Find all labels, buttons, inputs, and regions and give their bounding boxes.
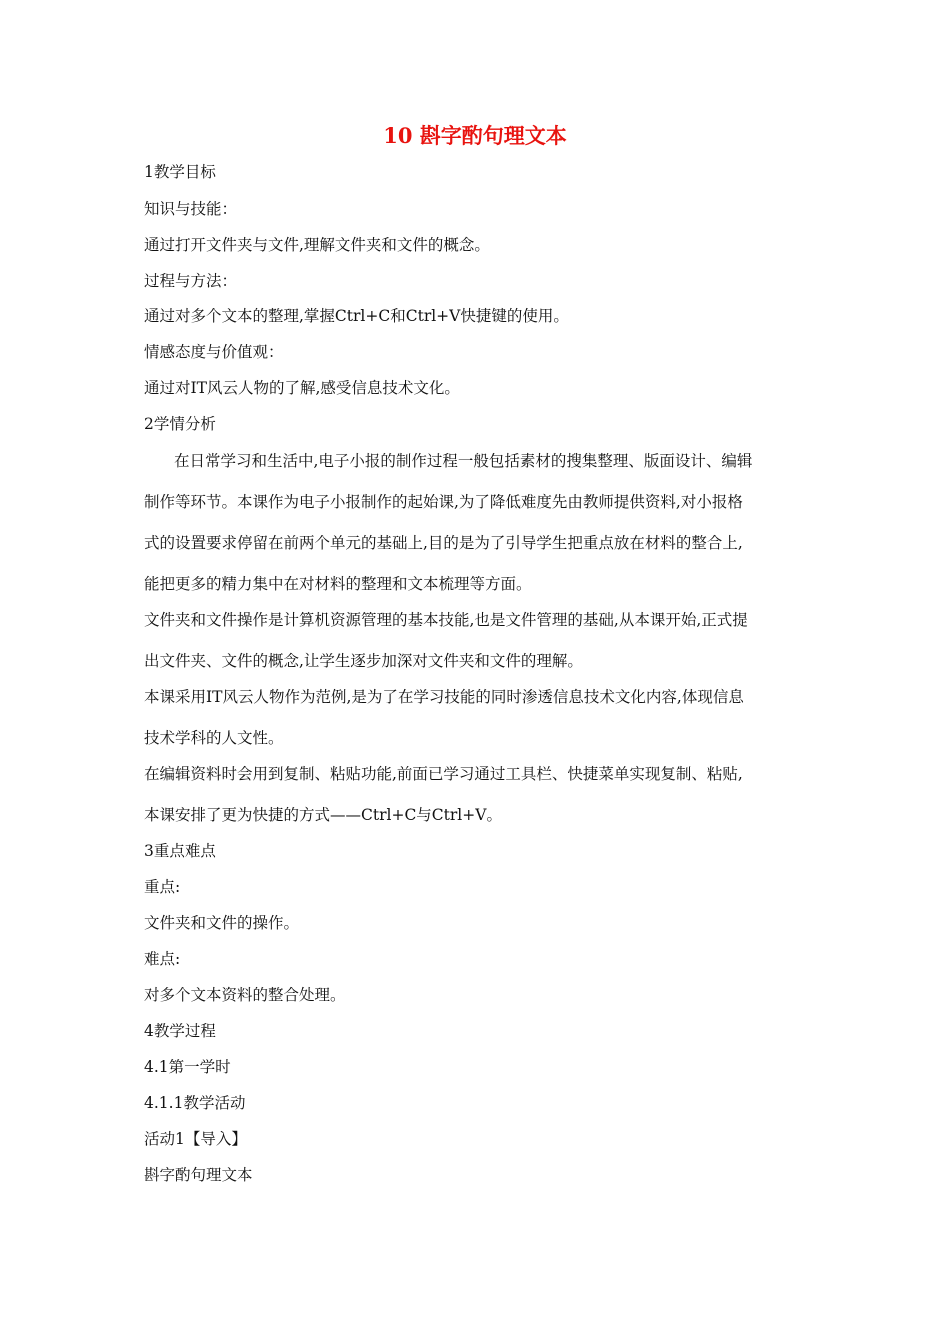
paragraph-line: 通过打开文件夹与文件,理解文件夹和文件的概念。: [144, 236, 490, 254]
paragraph-line: 技术学科的人文性。: [144, 729, 284, 747]
paragraph-line: 出文件夹、文件的概念,让学生逐步加深对文件夹和文件的理解。: [144, 652, 583, 670]
paragraph-line: 通过对多个文本的整理,掌握Ctrl+C和Ctrl+V快捷键的使用。: [144, 307, 569, 325]
heading-student-analysis: 2学情分析: [144, 415, 216, 433]
document-title: 10 斟字酌句理文本: [383, 123, 567, 148]
paragraph-line: 通过对IT风云人物的了解,感受信息技术文化。: [144, 379, 460, 397]
paragraph-line: 在日常学习和生活中,电子小报的制作过程一般包括素材的搜集整理、版面设计、编辑: [174, 452, 753, 470]
paragraph-line: 文件夹和文件的操作。: [144, 914, 300, 932]
subheading-process-methods: 过程与方法：: [144, 272, 238, 290]
paragraph-line: 对多个文本资料的整合处理。: [144, 986, 346, 1004]
subheading-difficult-points: 难点:: [144, 950, 181, 968]
heading-key-difficult-points: 3重点难点: [144, 842, 216, 860]
subheading-key-points: 重点:: [144, 878, 181, 896]
heading-teaching-goals: 1教学目标: [144, 163, 216, 181]
paragraph-line: 文件夹和文件操作是计算机资源管理的基本技能,也是文件管理的基础,从本课开始,正式提: [144, 611, 748, 629]
heading-teaching-process: 4教学过程: [144, 1022, 216, 1040]
paragraph-line: 式的设置要求停留在前两个单元的基础上,目的是为了引导学生把重点放在材料的整合上,: [144, 534, 743, 552]
subheading-knowledge-skills: 知识与技能：: [144, 200, 238, 218]
heading-teaching-activities: 4.1.1教学活动: [144, 1094, 246, 1112]
paragraph-line: 本课采用IT风云人物作为范例,是为了在学习技能的同时渗透信息技术文化内容,体现信息: [144, 688, 744, 706]
paragraph-line: 能把更多的精力集中在对材料的整理和文本梳理等方面。: [144, 575, 532, 593]
paragraph-line: 在编辑资料时会用到复制、粘贴功能,前面已学习通过工具栏、快捷菜单实现复制、粘贴,: [144, 765, 743, 783]
paragraph-line: 本课安排了更为快捷的方式——Ctrl+C与Ctrl+V。: [144, 806, 502, 824]
heading-activity-1: 活动1【导入】: [144, 1130, 247, 1148]
paragraph-line: 制作等环节。本课作为电子小报制作的起始课,为了降低难度先由教师提供资料,对小报格: [144, 493, 743, 511]
heading-first-period: 4.1第一学时: [144, 1058, 231, 1076]
subheading-attitude-values: 情感态度与价值观：: [144, 343, 284, 361]
paragraph-line: 斟字酌句理文本: [144, 1166, 253, 1184]
